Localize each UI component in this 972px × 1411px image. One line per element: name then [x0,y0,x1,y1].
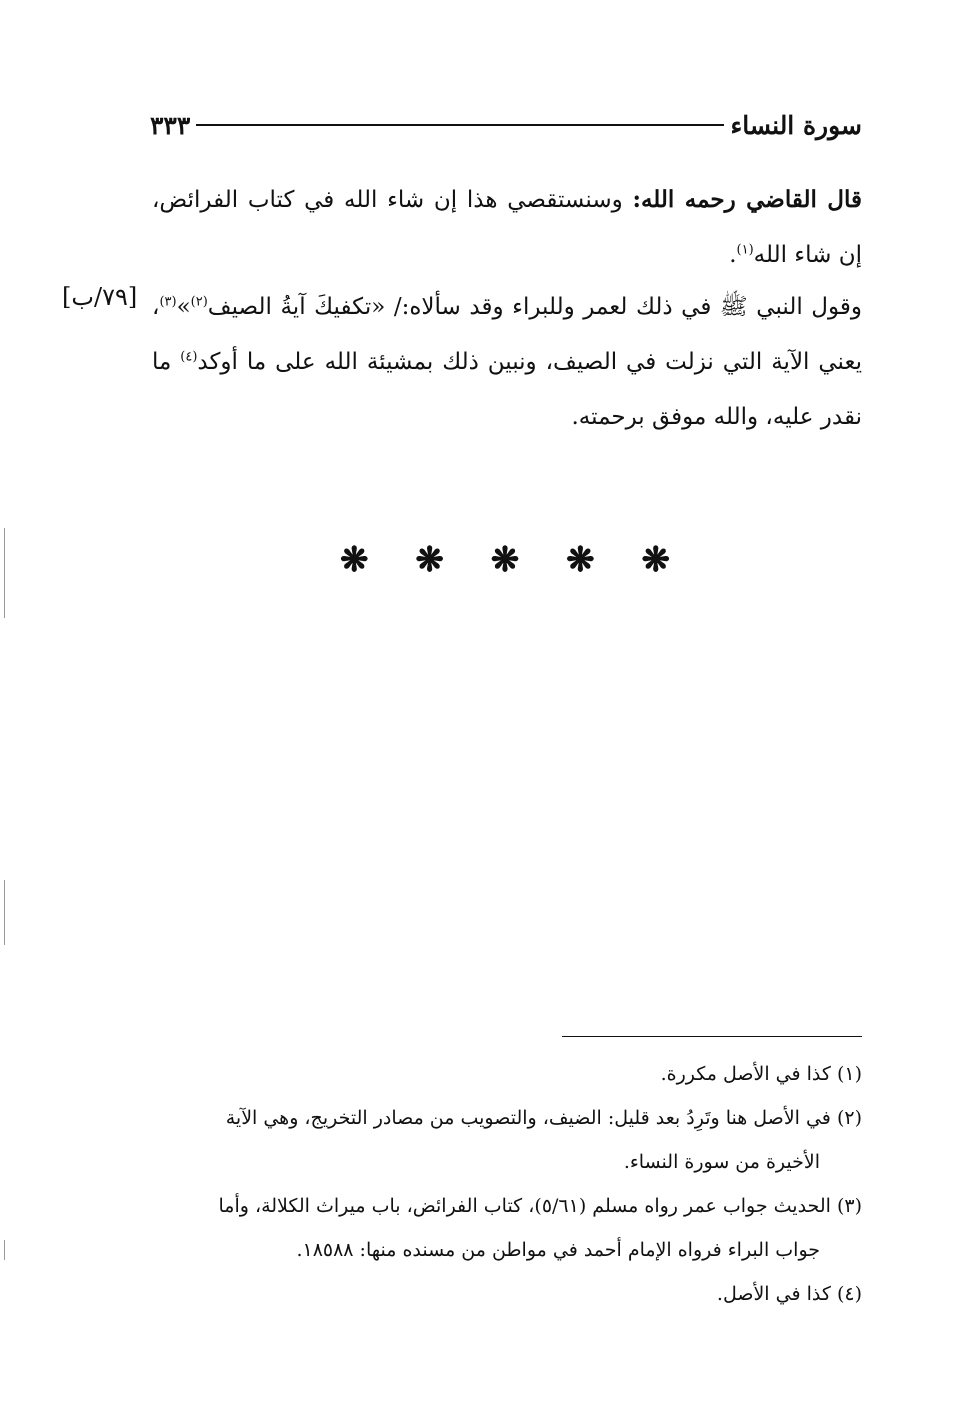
footnote-number: (٣) [836,1195,862,1217]
footnote-continuation: جواب البراء فرواه الإمام أحمد في مواطن من مسنده منها: ١٨٥٨٨. [296,1239,820,1261]
separator-star-icon: ❋ [641,540,670,580]
footnote-ref-1: (١) [736,242,754,258]
paragraph-2 [152,280,862,445]
paragraph-1 [152,172,862,283]
running-title: سورة النساء [730,110,862,140]
footnote-text: كذا في الأصل. [716,1283,831,1305]
footnote-number: (٤) [836,1283,862,1305]
footnote-2 [150,1096,862,1184]
scan-artifact [4,1240,5,1260]
running-header [150,108,862,142]
header-rule [196,124,724,126]
footnote-ref-4: (٤) [180,349,198,365]
footnote-text: الحديث جواب عمر رواه مسلم (٥/٦١)، كتاب الفرائض، باب ميراث الكلالة، وأما [218,1195,831,1217]
paragraph-2-text-c: ، يعني الآية التي نزلت في الصيف، ونبين ذلك بمشيئة الله على ما أوكد [152,294,862,375]
footnote-3 [150,1184,862,1272]
footnote-ref-2: (٢) [190,294,208,310]
paragraph-2-text-b: » [176,294,191,320]
scan-artifact [4,528,5,618]
separator-star-icon: ❋ [415,540,444,580]
footnote-rule [562,1036,862,1037]
section-separator [340,540,670,580]
footnote-4 [150,1272,862,1316]
paragraph-2-text-d: ما نقدر عليه، والله موفق برحمته. [152,349,862,430]
paragraph-1-text: وسنستقصي هذا إن شاء الله في كتاب الفرائض، إن شاء الله [152,187,862,268]
separator-star-icon: ❋ [490,540,520,580]
separator-star-icon: ❋ [566,540,595,580]
manuscript-folio-ref: [٧٩/ب] [62,283,138,311]
speaker-label: قال القاضي رحمه الله: [632,186,862,213]
footnote-text: كذا في الأصل مكررة. [660,1063,831,1085]
footnote-ref-3: (٣) [159,294,177,310]
paragraph-2-text-a: وقول النبي ﷺ في ذلك لعمر وللبراء وقد سألاه:/ «تكفيكَ آيةُ الصيف [207,294,862,320]
footnotes [150,1052,862,1316]
footnote-continuation: الأخيرة من سورة النساء. [623,1151,820,1173]
scan-artifact [4,880,5,945]
footnote-1 [150,1052,862,1096]
paragraph-1-end: . [729,242,737,268]
footnote-number: (٢) [836,1107,862,1129]
footnote-text: في الأصل هنا وتَرِدُ بعد قليل: الضيف، والتصويب من مصادر التخريج، وهي الآية [225,1107,831,1129]
separator-star-icon: ❋ [340,540,369,580]
footnote-number: (١) [836,1063,862,1085]
page-number: ٣٣٣ [150,110,191,140]
